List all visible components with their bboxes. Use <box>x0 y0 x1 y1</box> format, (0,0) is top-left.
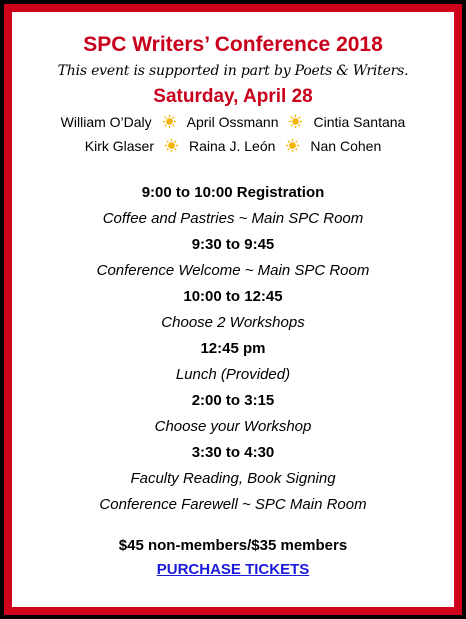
price-text: $45 non-members/$35 members <box>118 537 348 554</box>
schedule-time: 9:00 to 10:00 Registration <box>141 184 325 201</box>
schedule-description: Conference Welcome ~ Main SPC Room <box>96 262 370 279</box>
schedule-time: 9:30 to 9:45 <box>191 236 275 253</box>
faculty-row-1 <box>12 110 454 134</box>
closing-note: Conference Farewell ~ SPC Main Room <box>99 496 367 513</box>
purchase-tickets-link[interactable]: PURCHASE TICKETS <box>156 561 310 578</box>
faculty-row-2 <box>12 134 454 158</box>
support-note: This event is supported in part by Poets & Writers. <box>57 63 409 79</box>
faculty-name: Nan Cohen <box>310 138 382 154</box>
faculty-name: William O’Daly <box>60 114 152 130</box>
schedule-description: Choose 2 Workshops <box>161 314 305 331</box>
schedule-time: 10:00 to 12:45 <box>183 288 283 305</box>
event-card <box>12 12 454 607</box>
faculty-name: Cintia Santana <box>313 114 406 130</box>
schedule-time: 12:45 pm <box>200 340 266 357</box>
sun-icon <box>288 114 303 129</box>
outer-red-border <box>4 4 462 615</box>
event-title: SPC Writers’ Conference 2018 <box>83 33 383 56</box>
schedule-time: 3:30 to 4:30 <box>191 444 275 461</box>
schedule <box>12 180 454 518</box>
schedule-description: Lunch (Provided) <box>175 366 291 383</box>
faculty-name: Kirk Glaser <box>84 138 154 154</box>
schedule-description: Choose your Workshop <box>154 418 312 435</box>
sun-icon <box>285 138 300 153</box>
schedule-time: 2:00 to 3:15 <box>191 392 275 409</box>
schedule-description: Coffee and Pastries ~ Main SPC Room <box>102 210 364 227</box>
event-date: Saturday, April 28 <box>153 86 313 107</box>
faculty-name: Raina J. León <box>189 138 276 154</box>
sun-icon <box>162 114 177 129</box>
sun-icon <box>164 138 179 153</box>
schedule-description: Faculty Reading, Book Signing <box>130 470 336 487</box>
faculty-name: April Ossmann <box>186 114 279 130</box>
